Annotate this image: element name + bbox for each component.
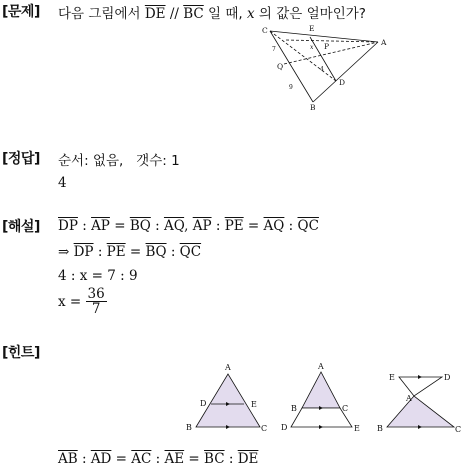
fig1-e: E — [251, 400, 257, 409]
hint-fig2 — [281, 362, 360, 433]
equals: = — [109, 218, 130, 234]
hint-fig1 — [186, 363, 267, 433]
comma: , — [184, 218, 193, 234]
answer-label: [정답] — [2, 151, 40, 167]
fig1-d: D — [200, 399, 207, 408]
problem-label: [문제] — [2, 4, 40, 20]
segment-bc: $\overline{BC}$ — [183, 6, 204, 22]
seg-ab: $\overline{AB}$ — [58, 451, 78, 467]
seg-aq: $\overline{AQ}$ — [163, 218, 185, 234]
seg-ap: $\overline{AP}$ — [91, 218, 110, 234]
fig2-c: C — [342, 404, 349, 413]
x-equals: x = — [58, 294, 86, 310]
fig3-e: E — [389, 373, 395, 382]
fig2-e: E — [354, 424, 360, 433]
equals: = — [184, 451, 205, 467]
fig-point-a: A — [381, 38, 387, 47]
seg-qc: $\overline{QC}$ — [297, 218, 319, 234]
denominator: 7 — [91, 301, 101, 317]
hint-figures — [180, 360, 463, 442]
explanation-label: [해설] — [2, 219, 40, 235]
seg-de: $\overline{DE}$ — [237, 451, 259, 467]
hint-label: [힌트] — [2, 345, 40, 361]
problem-text-prefix: 다음 그림에서 — [58, 6, 141, 22]
fig2-d: D — [281, 423, 288, 432]
fig-length-x: x — [310, 44, 314, 51]
hint-formula — [58, 451, 258, 467]
fraction — [86, 287, 107, 317]
fig3-d: D — [444, 373, 451, 382]
segment-de: $\overline{DE}$ — [144, 6, 166, 22]
seg-qc: $\overline{QC}$ — [179, 244, 202, 260]
variable-x: x — [246, 6, 255, 22]
fig-point-e: E — [309, 24, 315, 33]
fig2-b: B — [291, 404, 297, 413]
fig2-a: A — [318, 362, 324, 371]
colon: : — [93, 244, 107, 260]
parallel-sign: // — [165, 6, 184, 22]
seg-aq: $\overline{AQ}$ — [263, 218, 285, 234]
seg-pe: $\overline{PE}$ — [106, 244, 126, 260]
fig-length-9: 9 — [289, 84, 293, 91]
colon: : — [211, 218, 225, 234]
answer-value: 4 — [58, 175, 67, 191]
fig3-b: B — [377, 424, 383, 433]
fig1-b: B — [186, 423, 192, 432]
colon: : — [150, 218, 164, 234]
fig1-c: C — [261, 424, 268, 433]
explanation-line2 — [58, 244, 201, 260]
colon: : — [166, 244, 180, 260]
explanation-line1 — [58, 218, 319, 234]
seg-dp: $\overline{DP}$ — [73, 244, 94, 260]
problem-text-mid: 일 때, — [203, 6, 247, 22]
implies: ⇒ — [58, 244, 74, 260]
colon: : — [77, 451, 91, 467]
equals: = — [111, 451, 132, 467]
seg-dp: $\overline{DP}$ — [58, 218, 78, 234]
seg-pe: $\overline{PE}$ — [224, 218, 244, 234]
seg-ap: $\overline{AP}$ — [192, 218, 212, 234]
fig-point-c: C — [262, 26, 268, 35]
colon: : — [224, 451, 238, 467]
colon: : — [284, 218, 298, 234]
seg-bq: $\overline{BQ}$ — [129, 218, 151, 234]
problem-figure — [258, 22, 398, 114]
seg-ac: $\overline{AC}$ — [131, 451, 152, 467]
explanation-line3: 4 : x = 7 : 9 — [58, 268, 138, 284]
fig-length-4: 4 — [320, 66, 324, 73]
seg-ad: $\overline{AD}$ — [90, 451, 112, 467]
equals: = — [243, 218, 264, 234]
fig-point-q: Q — [277, 62, 284, 71]
colon: : — [151, 451, 165, 467]
seg-ae: $\overline{AE}$ — [164, 451, 185, 467]
fig-point-p: P — [324, 42, 330, 51]
explanation-line4 — [58, 287, 107, 317]
numerator: 36 — [87, 286, 105, 302]
seg-bc: $\overline{BC}$ — [204, 451, 225, 467]
seg-bq: $\overline{BQ}$ — [145, 244, 167, 260]
fig3-a: A — [406, 394, 412, 403]
hint-fig3 — [377, 373, 461, 434]
fig3-c: C — [455, 425, 462, 434]
colon: : — [77, 218, 92, 234]
problem-text-suffix: 의 값은 얼마인가? — [254, 6, 366, 22]
equals: = — [125, 244, 146, 260]
fig-length-7: 7 — [272, 46, 276, 53]
fig-point-d: D — [339, 78, 346, 87]
problem-text — [58, 2, 366, 22]
fig-point-b: B — [310, 103, 316, 112]
fig1-a: A — [225, 363, 231, 372]
answer-line: 순서: 없음, 갯수: 1 — [58, 153, 180, 169]
